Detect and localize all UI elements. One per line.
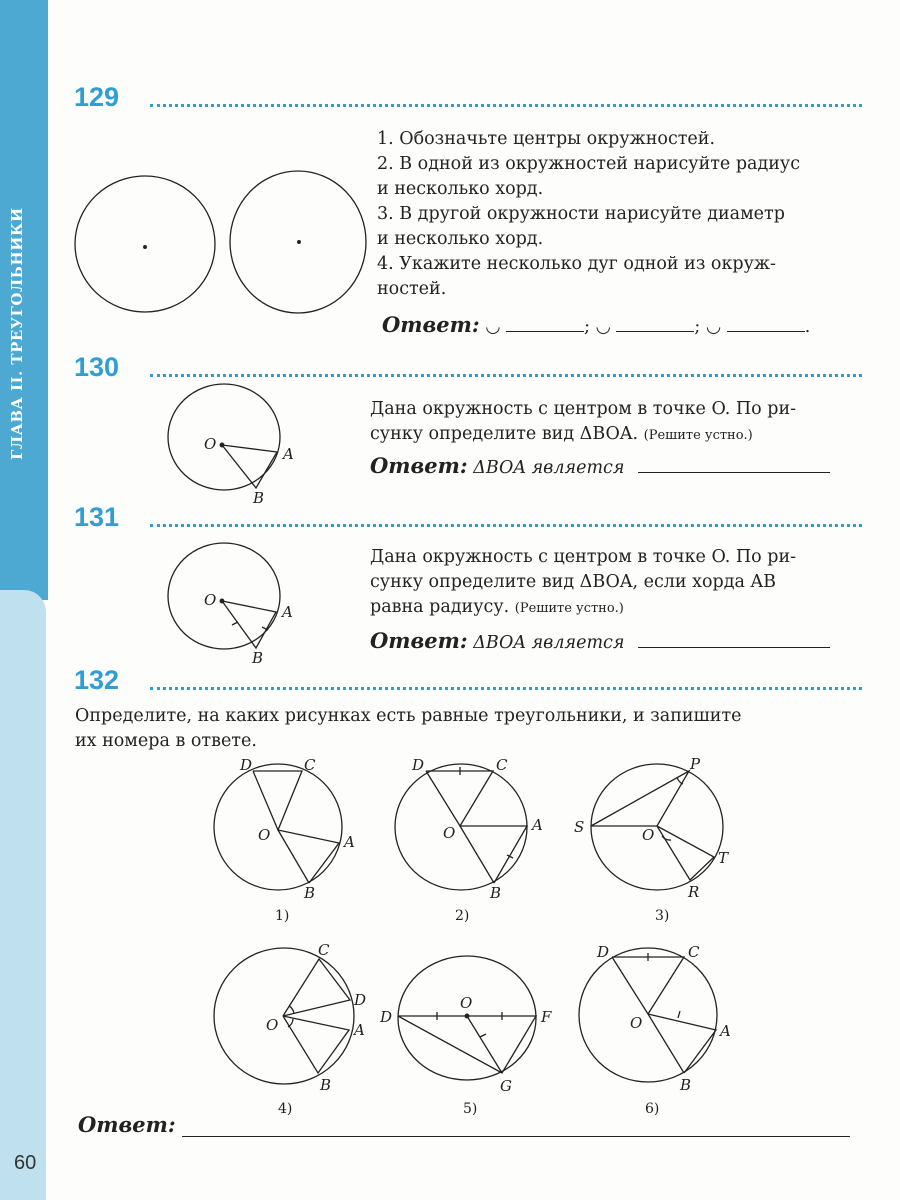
label: C [304,756,316,774]
label: B [320,1076,332,1094]
text-line: их номера в ответе. [75,731,257,751]
circle [230,171,366,313]
instruction: 2. В одной из окружностей нарисуйте радиус [377,154,801,174]
figure-132-5 [379,956,552,1117]
label: C [496,756,508,774]
task-129-instructions [377,127,800,302]
divider [150,104,862,107]
answer-blank[interactable] [638,647,830,648]
label: D [380,1008,393,1026]
arc-symbol: ◡ [595,317,611,337]
circle [75,176,215,312]
separator: ; [694,317,701,337]
answer-text: ΔBOA является [473,633,625,653]
figure-129-circles [75,171,366,313]
answer-132 [78,1112,176,1137]
page-number: 60 [14,1152,37,1174]
instruction: 3. В другой окружности нарисуйте диаметр [377,204,785,224]
label: A [532,816,543,834]
label: O [443,824,456,842]
answer-blank[interactable] [506,331,584,332]
instruction: 1. Обозначьте центры окружностей. [377,129,716,149]
label: F [541,1008,552,1026]
figure-caption: 3) [655,908,670,924]
label: B [490,884,502,902]
note: (Решите устно.) [643,428,753,443]
answer-blank[interactable] [727,331,805,332]
label: C [318,941,330,959]
figure-132-2 [395,756,543,924]
label: B [304,884,316,902]
answer-label: Ответ: [370,453,468,478]
text-line: равна радиусу. [370,597,510,617]
task-number-129: 129 [74,82,120,112]
label: D [240,756,253,774]
center-point [298,241,301,244]
answer-blank[interactable] [638,472,830,473]
figure-132-6 [579,943,731,1117]
answer-label: Ответ: [78,1112,176,1137]
instruction: ностей. [377,279,447,299]
instruction: 4. Укажите несколько дуг одной из окруж- [377,254,776,274]
separator: ; [584,317,590,337]
figure-caption: 1) [275,908,290,924]
task-132-text [75,704,742,754]
chapter-title: ГЛАВА II. ТРЕУГОЛЬНИКИ [8,207,26,460]
label-B: B [252,649,264,667]
answer-text: ΔBOA является [473,458,625,478]
label: O [460,994,473,1012]
instruction: и несколько хорд. [377,179,544,199]
label: T [718,849,729,867]
figure-131 [168,543,293,667]
separator: . [804,317,811,337]
label: O [266,1016,279,1034]
label: O [630,1014,643,1032]
figure-130 [168,384,294,507]
note: (Решите устно.) [514,601,624,616]
text-line: Определите, на каких рисунках есть равные треугольники, и запишите [75,706,742,726]
figure-132-3 [574,755,729,924]
label: A [720,1022,731,1040]
figure-caption: 6) [645,1101,660,1117]
label: P [690,755,701,773]
text-line: Дана окружность с центром в точке O. По ри- [370,547,797,567]
instruction: и несколько хорд. [377,229,544,249]
divider [150,374,862,377]
answer-blank[interactable] [616,331,694,332]
figure-caption: 4) [278,1101,293,1117]
label-A: A [283,445,294,463]
label: G [500,1077,512,1095]
divider [150,524,862,527]
label-B: B [253,489,265,507]
label: D [354,991,367,1009]
label: C [688,943,700,961]
arc-symbol: ◡ [485,317,501,337]
figure-caption: 2) [455,908,470,924]
task-number-132: 132 [74,665,120,695]
answer-130 [370,453,830,481]
task-130-text [370,397,796,448]
figure-caption: 5) [463,1101,478,1117]
answer-label: Ответ: [382,312,480,337]
center-point [144,246,147,249]
text-line: Дана окружность с центром в точке O. По ри- [370,399,797,419]
label: R [688,883,700,901]
arc-symbol: ◡ [705,317,722,337]
label: B [680,1076,692,1094]
figure-132-1 [214,756,355,924]
text-line: сунку определите вид ΔBOA, если хорда AB [370,572,776,592]
sidebar-tab [0,590,46,1200]
task-number-130: 130 [74,352,120,382]
label: S [574,818,585,836]
label: O [258,826,271,844]
text-line: сунку определите вид ΔBOA. [370,424,639,444]
answer-blank[interactable] [182,1136,850,1137]
answer-129 [382,312,810,340]
label-O: O [204,591,217,609]
answer-label: Ответ: [370,628,468,653]
divider [150,687,862,690]
label: D [412,756,425,774]
answer-131 [370,628,830,656]
label: A [344,833,355,851]
figure-132-4 [214,941,366,1117]
label: O [642,826,655,844]
label: D [597,943,610,961]
task-number-131: 131 [74,502,120,532]
label: A [354,1021,365,1039]
label-O: O [204,435,217,453]
task-131-text [370,545,796,621]
label-A: A [282,603,293,621]
